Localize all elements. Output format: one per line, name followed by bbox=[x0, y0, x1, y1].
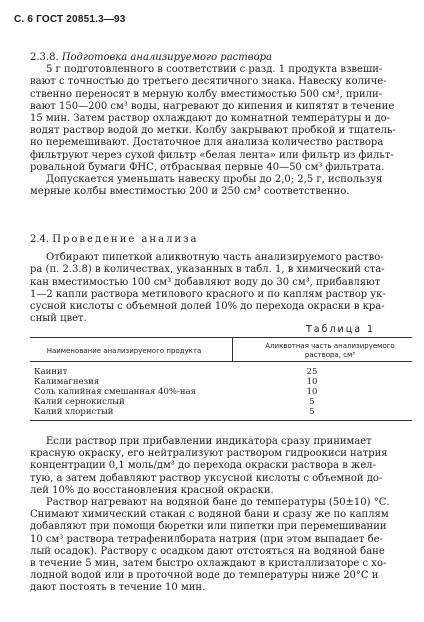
text-line: Раствор нагревают на водяной бане до температуры (50±10) °С. bbox=[46, 497, 390, 509]
table-header-rule bbox=[30, 361, 412, 362]
aliquot-value: 5 bbox=[309, 397, 315, 407]
table-row bbox=[34, 387, 410, 397]
text-line: ственно переносят в мерную колбу вместимостью 500 см³, прили- bbox=[30, 88, 382, 100]
text-line: лый осадок). Раствору с осадком дают отстояться на водяной бане bbox=[30, 545, 385, 557]
text-line: тую, а затем добавляют раствор уксусной кислоты с объемной до- bbox=[30, 472, 383, 484]
text-line: 10 см³ раствора тетрафенилбората натрия (при этом выпадает бе- bbox=[30, 533, 383, 545]
text-line: добавляют при помощи бюретки или пипетки при перемешивании bbox=[30, 521, 387, 533]
text-line: Отбирают пипеткой аликвотную часть анализируемого раство- bbox=[46, 252, 384, 264]
table-caption: Таблица 1 bbox=[306, 324, 376, 335]
product-name: Калий хлористый bbox=[34, 407, 114, 417]
text-line: концентрации 0,1 моль/дм³ до перехода окраски раствора в жел- bbox=[30, 460, 376, 472]
aliquot-value: 10 bbox=[306, 387, 318, 397]
text-line: но перемешивают. Достаточное для анализа количество раствора bbox=[30, 137, 384, 149]
text-line: 1—2 капли раствора метилового красного и по каплям раствор ук- bbox=[30, 288, 386, 300]
table-row bbox=[34, 397, 410, 407]
table-top-rule bbox=[30, 337, 412, 338]
text-line: лодной водой или в проточной воде до температуры ниже 20°С и bbox=[30, 570, 379, 582]
text-line: вают с точностью до третьего десятичного знака. Навеску количе- bbox=[30, 76, 387, 88]
table-row bbox=[34, 377, 410, 387]
text-line: ровальной бумаги ФНС, отбрасывая первые 40—50 см³ фильтрата. bbox=[30, 161, 385, 173]
section-2-4 bbox=[30, 234, 412, 325]
text-line: лей 10% до восстановления красной окраски. bbox=[30, 484, 274, 496]
table-bottom-rule bbox=[30, 420, 412, 421]
table-header-aliquot: Аликвотная часть анализируемого раствора, см³ bbox=[265, 342, 395, 359]
text-line: Если раствор при прибавлении индикатора сразу принимает bbox=[46, 436, 372, 447]
product-name: Соль калийная смешанная 40%-ная bbox=[34, 387, 196, 397]
text-line: красную окраску, его нейтрализуют раствором гидроокиси натрия bbox=[30, 448, 388, 460]
text-line: мерные колбы вместимостью 200 и 250 см³ соответственно. bbox=[30, 186, 350, 198]
text-line: Допускается уменьшать навеску пробы до 2,0; 2,5 г, используя bbox=[46, 174, 383, 186]
aliquot-value: 5 bbox=[309, 407, 315, 417]
text-line: в течение 5 мин, затем быстро охлаждают в кристаллизаторе с хо- bbox=[30, 558, 387, 570]
text-line: дают постоять в течение 10 мин. bbox=[30, 582, 206, 594]
aliquot-value: 10 bbox=[306, 377, 318, 387]
text-line: фильтруют через сухой фильтр «белая лента» или фильтр из фильт- bbox=[30, 149, 394, 161]
text-line: вают 150—200 см³ воды, нагревают до кипения и кипятят в течение bbox=[30, 100, 395, 112]
text-line: водят раствор водой до метки. Колбу закрывают пробкой и тщатель- bbox=[30, 125, 396, 137]
section-title: Проведение анализа bbox=[52, 234, 199, 245]
product-name: Калимагнезия bbox=[34, 377, 100, 387]
text-line: ра (п. 2.3.8) в количествах, указанных в табл. 1, в химический ста- bbox=[30, 264, 385, 276]
product-name: Каинит bbox=[34, 367, 68, 377]
section-title: Подготовка анализируемого раствора bbox=[61, 52, 272, 63]
section-2-3-8-heading bbox=[30, 52, 412, 64]
table-header-product: Наименование анализируемого продукта bbox=[46, 347, 202, 355]
section-number: 2.3.8. bbox=[30, 52, 59, 63]
section-number: 2.4. bbox=[30, 234, 50, 245]
text-line: 15 мин. Затем раствор охлаждают до комнатной температуры и до- bbox=[30, 113, 391, 125]
aliquot-value: 25 bbox=[306, 367, 318, 377]
table-row bbox=[34, 367, 410, 377]
page-header: С. 6 ГОСТ 20851.3—93 bbox=[14, 14, 126, 25]
product-name: Калий сернокислый bbox=[34, 397, 125, 407]
text-line: кан вместимостью 100 см³ добавляют воду до 30 см³, прибавляют bbox=[30, 276, 381, 288]
section-after-table bbox=[30, 436, 412, 595]
table-column-divider bbox=[232, 337, 233, 361]
text-line: сный цвет. bbox=[30, 313, 87, 325]
text-line: Снимают химический стакан с водяной бани и сразу же по каплям bbox=[30, 509, 389, 521]
table-row bbox=[34, 407, 410, 417]
text-line: 5 г подготовленного в соответствии с разд. 1 продукта взвеши- bbox=[46, 64, 383, 76]
section-2-4-heading bbox=[30, 234, 412, 246]
text-line: сусной кислоты с объемной долей 10% до перехода окраски в кра- bbox=[30, 301, 385, 313]
section-2-3-8 bbox=[30, 52, 412, 198]
